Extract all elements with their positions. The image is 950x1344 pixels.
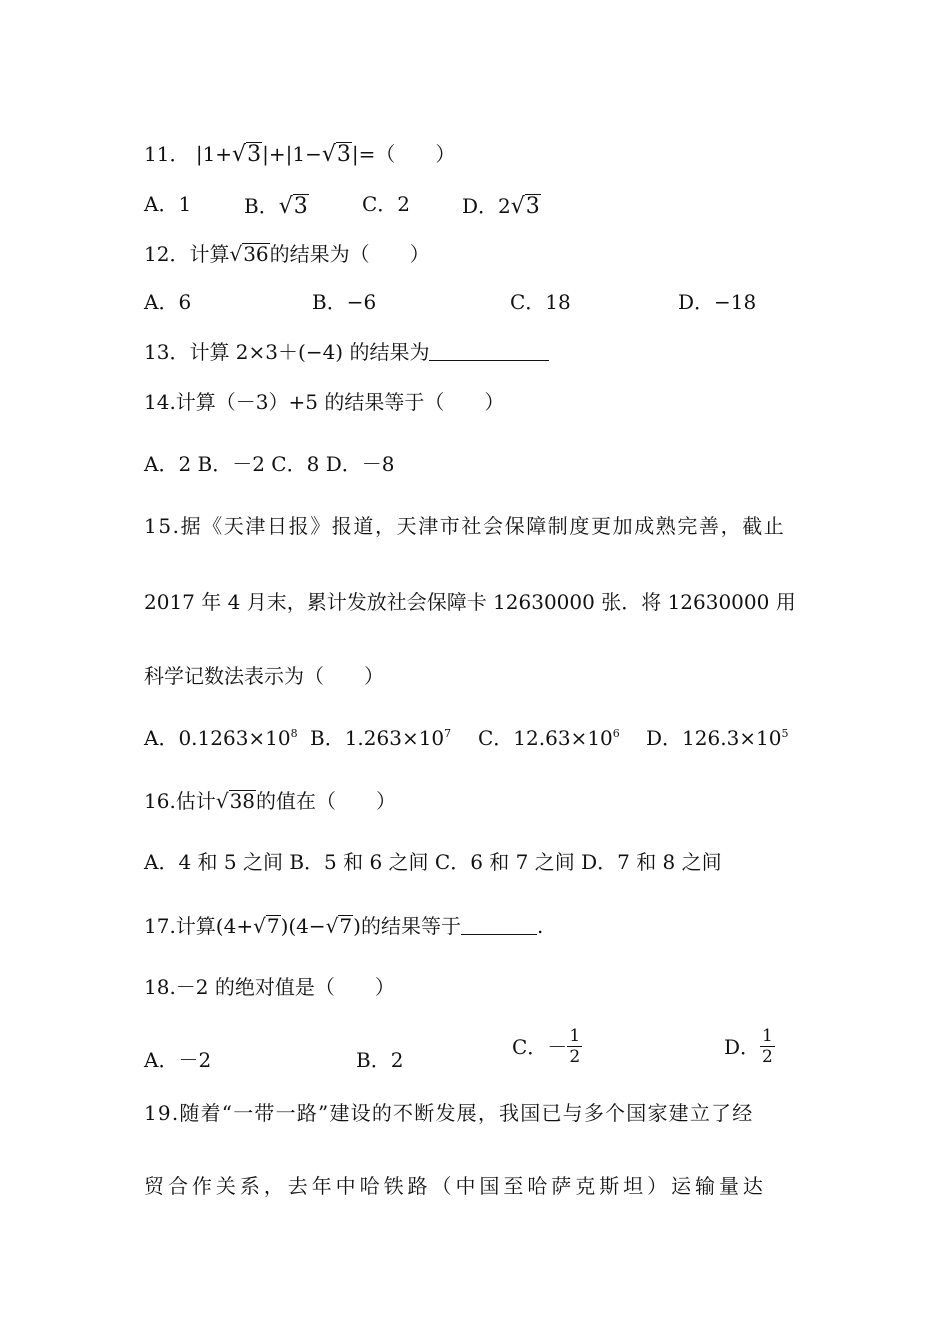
question-16-options: A．4 和 5 之间 B．5 和 6 之间 C．6 和 7 之间 D．7 和 8 之间 [144, 850, 722, 874]
sqrt-expression: √38 [215, 789, 256, 813]
option-d: D． $\frac{1}{2}$ [724, 1026, 773, 1067]
question-15-line-1: 15.据《天津日报》报道，天津市社会保障制度更加成熟完善，截止 [144, 514, 786, 538]
option-a: A．$0.1263\times 10^8$ [144, 726, 298, 750]
answer-blank[interactable] [429, 342, 549, 361]
option-c: C．$12.63\times 10^6$ [478, 726, 620, 750]
sqrt-expression: √3 [232, 142, 262, 167]
question-12: 12．计算√36的结果为（ ） [144, 242, 430, 266]
fraction: $\frac{1}{2}$ [569, 1026, 581, 1067]
option-d: D．2√3 [462, 194, 540, 219]
option-c: C．18 [510, 290, 571, 314]
question-19-line-1: 19.随着“一带一路”建设的不断发展，我国已与多个国家建立了经 [144, 1101, 754, 1125]
option-a: A．6 [144, 290, 192, 314]
question-14: 14.计算（－3）+5 的结果等于（ ） [144, 390, 505, 414]
option-b: B．−6 [312, 290, 377, 314]
question-18: 18.－2 的绝对值是（ ） [144, 975, 395, 999]
question-11: 11． |1+√3|+|1−√3|=（ ） [144, 142, 456, 167]
question-19-line-2: 贸 合 作 关 系 ， 去 年 中 哈 铁 路 （ 中 国 至 哈 萨 克 斯 坦 ） 运 输 量 达 [144, 1174, 762, 1198]
option-b: B．2 [356, 1048, 404, 1072]
question-16: 16.估计√38的值在（ ） [144, 789, 397, 813]
question-15-line-3: 科学记数法表示为（ ） [144, 664, 384, 688]
option-b: B．$1.263\times 10^7$ [310, 726, 452, 750]
option-b: B．√3 [244, 194, 308, 219]
option-d: D．−18 [678, 290, 757, 314]
fraction: $\frac{1}{2}$ [762, 1026, 773, 1067]
option-a: A．－2 [144, 1048, 212, 1072]
sqrt-expression: √3 [321, 142, 351, 167]
question-15-line-2: 2017 年 4 月末，累计发放社会保障卡 12630000 张．将 12630000 用 [144, 590, 796, 614]
question-17: 17.计算(4+√7)(4−√7)的结果等于 . [144, 914, 544, 938]
option-c: C．－ $\frac{1}{2}$ [512, 1026, 581, 1067]
answer-blank[interactable] [461, 916, 537, 935]
option-a: A．1 [144, 192, 192, 216]
question-13: 13．计算 2×3＋(−4) 的结果为 [144, 342, 549, 362]
sqrt-expression: √7 [253, 914, 280, 938]
question-14-options: A．2 B．－2 C．8 D．－8 [144, 452, 395, 476]
question-number: 11． [144, 142, 190, 166]
option-c: C．2 [362, 192, 411, 216]
sqrt-expression: √36 [229, 242, 269, 266]
sqrt-expression: √7 [325, 914, 353, 938]
option-d: D．$126.3\times 10^5$ [646, 726, 789, 750]
